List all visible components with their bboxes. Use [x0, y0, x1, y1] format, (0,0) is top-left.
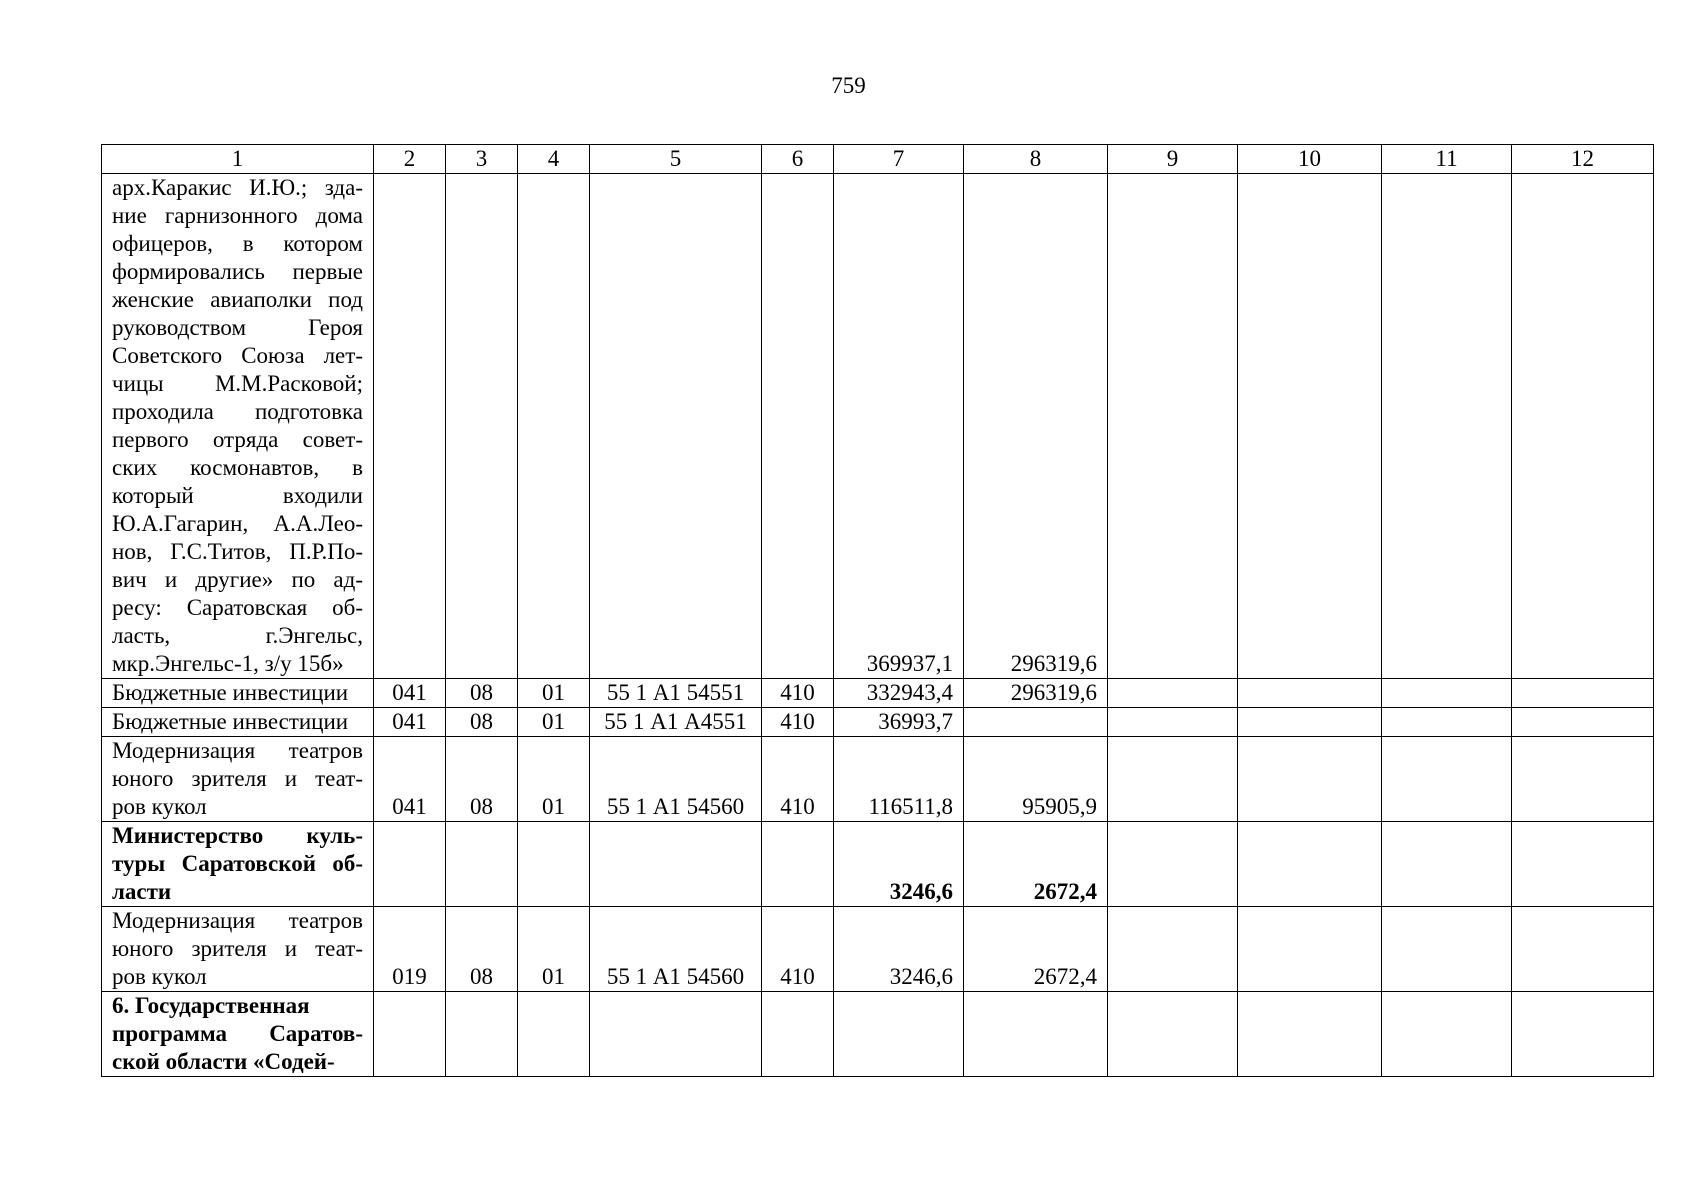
- description-word: входили: [282, 483, 363, 508]
- description-word: гарнизонного: [164, 203, 298, 228]
- description-word: Советского: [112, 343, 223, 368]
- cell-col-7: 3246,6: [834, 907, 964, 992]
- cell-col-6: 410: [762, 708, 834, 737]
- cell-col-5: 55 1 А1 54560: [590, 737, 762, 822]
- cell-col-6: [762, 992, 834, 1077]
- description-word: зрителя: [191, 936, 267, 961]
- cell-col-2: [374, 992, 446, 1077]
- cell-col-4: 01: [518, 737, 590, 822]
- description-word: Саратовской: [181, 851, 316, 876]
- column-header: 3: [446, 145, 518, 174]
- description-word: ние: [112, 203, 147, 228]
- column-header: 1: [102, 145, 374, 174]
- cell-col-6: [762, 822, 834, 907]
- cell-col-12: [1512, 679, 1654, 708]
- column-header: 9: [1108, 145, 1238, 174]
- description-word: театров: [288, 738, 363, 763]
- cell-col-5: [590, 822, 762, 907]
- row-description: [102, 992, 374, 1077]
- description-word: под: [328, 287, 363, 312]
- description-word: Союза: [241, 343, 305, 368]
- description-word: в: [242, 231, 254, 256]
- cell-col-11: [1382, 679, 1512, 708]
- description-word: чицы: [112, 371, 164, 396]
- cell-col-10: [1238, 708, 1382, 737]
- cell-col-3: 08: [446, 708, 518, 737]
- table-row: [102, 708, 1654, 737]
- description-line: ров кукол: [112, 964, 207, 989]
- description-word: проходила: [112, 399, 214, 424]
- description-line: [112, 850, 363, 878]
- description-line: [112, 426, 363, 454]
- cell-col-12: [1512, 708, 1654, 737]
- column-header: 8: [964, 145, 1108, 174]
- description-word: и: [284, 766, 298, 791]
- cell-col-6: 410: [762, 737, 834, 822]
- description-line: [112, 230, 363, 258]
- description-word: первые: [292, 259, 363, 284]
- description-line: [112, 314, 363, 342]
- description-word: ад-: [333, 567, 363, 592]
- description-word: куль-: [306, 823, 363, 848]
- description-line: ласти: [112, 879, 172, 904]
- cell-col-10: [1238, 679, 1382, 708]
- description-word: ской: [112, 1049, 160, 1074]
- cell-col-8: 2672,4: [964, 907, 1108, 992]
- table-row: [102, 992, 1654, 1077]
- column-header: 6: [762, 145, 834, 174]
- page-number: 759: [831, 73, 866, 98]
- description-word: нов,: [112, 539, 153, 564]
- cell-col-9: [1108, 708, 1238, 737]
- cell-col-7: 369937,1: [834, 174, 964, 679]
- column-number-row: [102, 145, 1654, 174]
- description-word: первого: [112, 427, 189, 452]
- cell-col-10: [1238, 907, 1382, 992]
- description-word: юного: [112, 936, 174, 961]
- row-description: [102, 174, 374, 679]
- cell-col-3: [446, 174, 518, 679]
- description-word: женские: [112, 287, 195, 312]
- cell-col-9: [1108, 174, 1238, 679]
- cell-col-11: [1382, 907, 1512, 992]
- cell-col-12: [1512, 992, 1654, 1077]
- description-line: [112, 454, 363, 482]
- cell-col-5: 55 1 А1 А4551: [590, 708, 762, 737]
- column-header: 7: [834, 145, 964, 174]
- cell-col-4: [518, 822, 590, 907]
- cell-col-11: [1382, 822, 1512, 907]
- row-description: [102, 708, 374, 737]
- cell-col-8: 95905,9: [964, 737, 1108, 822]
- table-row: [102, 737, 1654, 822]
- description-line: [112, 566, 363, 594]
- cell-col-6: 410: [762, 907, 834, 992]
- description-word: совет-: [302, 427, 363, 452]
- description-word: области: [165, 1049, 248, 1074]
- cell-col-3: [446, 822, 518, 907]
- description-word: формировались: [112, 259, 265, 284]
- description-word: теат-: [315, 766, 363, 791]
- cell-col-11: [1382, 737, 1512, 822]
- description-word: юного: [112, 766, 174, 791]
- cell-col-6: 410: [762, 679, 834, 708]
- description-line: [112, 398, 363, 426]
- description-word: Министерство: [112, 823, 264, 848]
- cell-col-7: 332943,4: [834, 679, 964, 708]
- description-word: по: [291, 567, 316, 592]
- cell-col-9: [1108, 679, 1238, 708]
- description-word: руководством: [112, 315, 247, 340]
- cell-col-2: 041: [374, 708, 446, 737]
- budget-table: [101, 144, 1654, 1077]
- cell-col-4: 01: [518, 907, 590, 992]
- cell-col-9: [1108, 822, 1238, 907]
- description-word: М.М.Расковой;: [214, 371, 363, 396]
- cell-col-5: [590, 174, 762, 679]
- table-row: [102, 907, 1654, 992]
- description-word: Г.С.Титов,: [170, 539, 272, 564]
- description-word: теат-: [315, 936, 363, 961]
- description-line: [112, 538, 363, 566]
- cell-col-5: [590, 992, 762, 1077]
- column-header: 2: [374, 145, 446, 174]
- description-word: Саратов-: [269, 1021, 363, 1046]
- cell-col-3: 08: [446, 907, 518, 992]
- description-word: и: [284, 936, 298, 961]
- description-line: [112, 286, 363, 314]
- description-line: [112, 1048, 363, 1076]
- row-description: [102, 822, 374, 907]
- table-row: [102, 174, 1654, 679]
- cell-col-12: [1512, 822, 1654, 907]
- description-word: И.Ю.;: [249, 175, 308, 200]
- cell-col-11: [1382, 992, 1512, 1077]
- cell-col-4: 01: [518, 679, 590, 708]
- row-description: [102, 679, 374, 708]
- cell-col-8: [964, 992, 1108, 1077]
- description-word: ских: [112, 455, 158, 480]
- description-word: Модернизация: [112, 738, 256, 763]
- description-line: [112, 822, 363, 850]
- table-row: [102, 822, 1654, 907]
- description-line: [112, 342, 363, 370]
- description-word: арх.Каракис: [112, 175, 232, 200]
- description-word: Саратовская: [186, 595, 308, 620]
- cell-col-8: [964, 708, 1108, 737]
- description-word: ресу:: [112, 595, 162, 620]
- cell-col-12: [1512, 737, 1654, 822]
- cell-col-9: [1108, 737, 1238, 822]
- description-line: [112, 258, 363, 286]
- column-header: 5: [590, 145, 762, 174]
- description-word: который: [112, 483, 194, 508]
- description-word: офицеров,: [112, 231, 213, 256]
- description-word: вич: [112, 567, 147, 592]
- description-line: ров кукол: [112, 794, 207, 819]
- description-line: мкр.Энгельс-1, з/у 15б»: [112, 651, 344, 676]
- description-word: «Содей-: [253, 1049, 335, 1074]
- description-word: авиаполки: [210, 287, 312, 312]
- cell-col-8: 296319,6: [964, 679, 1108, 708]
- description-line: [112, 202, 363, 230]
- cell-col-12: [1512, 174, 1654, 679]
- cell-col-2: 019: [374, 907, 446, 992]
- cell-col-10: [1238, 737, 1382, 822]
- row-description: [102, 737, 374, 822]
- description-line: [112, 737, 363, 765]
- description-word: космонавтов,: [190, 455, 320, 480]
- cell-col-11: [1382, 708, 1512, 737]
- description-line: [112, 482, 363, 510]
- cell-col-5: 55 1 А1 54560: [590, 907, 762, 992]
- cell-col-2: [374, 822, 446, 907]
- cell-col-9: [1108, 992, 1238, 1077]
- cell-col-2: 041: [374, 737, 446, 822]
- description-line: 6. Государственная: [112, 993, 310, 1018]
- description-line: [112, 622, 363, 650]
- column-header: 10: [1238, 145, 1382, 174]
- description-line: [112, 510, 363, 538]
- row-description: [102, 907, 374, 992]
- description-word: другие»: [195, 567, 274, 592]
- cell-col-12: [1512, 907, 1654, 992]
- description-word: туры: [112, 851, 166, 876]
- description-line: [112, 370, 363, 398]
- description-word: дома: [315, 203, 363, 228]
- description-word: отряда: [212, 427, 279, 452]
- description-line: [112, 1020, 363, 1048]
- table-row: [102, 679, 1654, 708]
- column-header: 11: [1382, 145, 1512, 174]
- description-word: Модернизация: [112, 908, 256, 933]
- cell-col-10: [1238, 174, 1382, 679]
- cell-col-2: [374, 174, 446, 679]
- description-line: [112, 174, 363, 202]
- cell-col-8: 2672,4: [964, 822, 1108, 907]
- cell-col-8: 296319,6: [964, 174, 1108, 679]
- cell-col-3: 08: [446, 679, 518, 708]
- description-word: П.Р.По-: [289, 539, 363, 564]
- cell-col-11: [1382, 174, 1512, 679]
- description-word: г.Энгельс,: [265, 623, 363, 648]
- description-line: [112, 594, 363, 622]
- description-word: об-: [332, 595, 363, 620]
- description-word: программа: [112, 1021, 227, 1046]
- description-word: театров: [288, 908, 363, 933]
- description-line: [112, 907, 363, 935]
- description-word: подготовка: [254, 399, 363, 424]
- description-word: и: [164, 567, 178, 592]
- cell-col-3: [446, 992, 518, 1077]
- column-header: 12: [1512, 145, 1654, 174]
- cell-col-7: 36993,7: [834, 708, 964, 737]
- cell-col-10: [1238, 822, 1382, 907]
- description-line: [112, 935, 363, 963]
- cell-col-10: [1238, 992, 1382, 1077]
- description-word: ласть,: [112, 623, 171, 648]
- cell-col-9: [1108, 907, 1238, 992]
- description-line: Бюджетные инвестиции: [112, 680, 349, 705]
- cell-col-4: [518, 174, 590, 679]
- description-word: Героя: [308, 315, 363, 340]
- cell-col-7: 3246,6: [834, 822, 964, 907]
- column-header: 4: [518, 145, 590, 174]
- description-word: об-: [332, 851, 363, 876]
- cell-col-3: 08: [446, 737, 518, 822]
- cell-col-6: [762, 174, 834, 679]
- description-line: [112, 765, 363, 793]
- description-word: в: [352, 455, 363, 480]
- description-word: зда-: [324, 175, 363, 200]
- cell-col-7: 116511,8: [834, 737, 964, 822]
- cell-col-4: [518, 992, 590, 1077]
- cell-col-4: 01: [518, 708, 590, 737]
- description-line: Бюджетные инвестиции: [112, 709, 349, 734]
- description-word: А.А.Лео-: [273, 511, 363, 536]
- table-body: [102, 174, 1654, 1077]
- cell-col-2: 041: [374, 679, 446, 708]
- description-word: котором: [283, 231, 363, 256]
- description-word: зрителя: [191, 766, 267, 791]
- description-word: лет-: [323, 343, 363, 368]
- cell-col-5: 55 1 А1 54551: [590, 679, 762, 708]
- description-word: Ю.А.Гагарин,: [112, 511, 249, 536]
- cell-col-7: [834, 992, 964, 1077]
